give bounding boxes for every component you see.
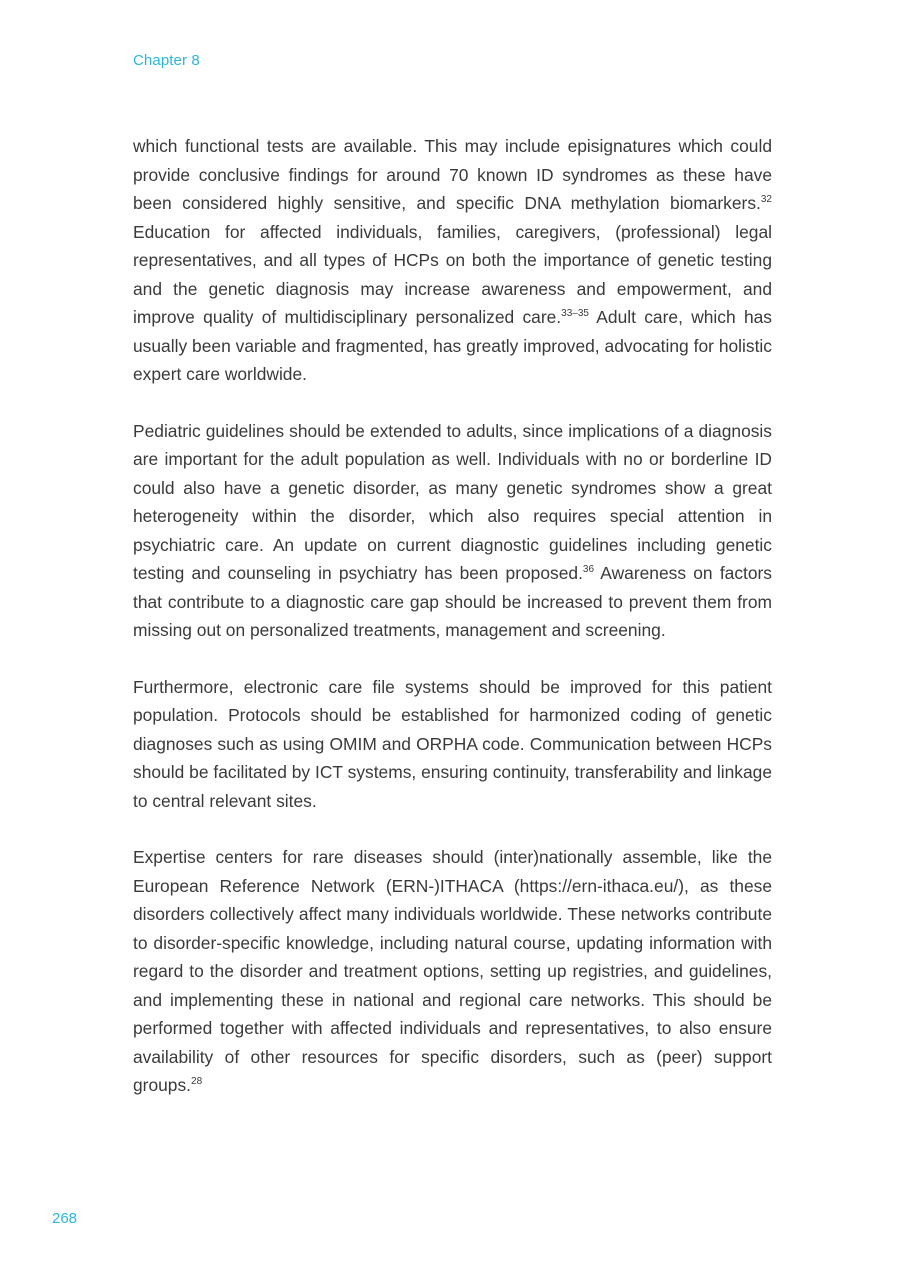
citation-ref: 33–35: [561, 308, 589, 319]
paragraph-text: Furthermore, electronic care file systems should be improved for this patient population. Protocols should be established for harmonized coding of genetic diagnoses such as using OMIM and ORPHA code. Communication between HCPs should be facilitated by ICT systems, ensuring continuity, transferability and linkage to central relevant sites.: [133, 676, 772, 811]
chapter-header: Chapter 8: [133, 52, 200, 69]
paragraph-text: Awareness on factors that contribute to a diagnostic care gap should be increased to prevent them from missing out on personalized treatments, management and screening.: [133, 563, 773, 640]
citation-ref: 36: [582, 564, 595, 575]
body-text: [133, 132, 772, 1128]
paragraph-electronic-care-files: [133, 673, 772, 816]
paragraph-episignatures: [133, 132, 772, 389]
paragraph-text: Pediatric guidelines should be extended to adults, since implications of a diagnosis are important for the adult population as well. Individuals with no or borderline ID could also have a genetic disorder, as many genetic syndromes show a great heterogeneity within the disorder, which also requires special attention in psychiatric care. An update on current diagnostic guidelines including genetic testing and counseling in psychiatry has been proposed.: [133, 420, 772, 583]
paragraph-text: Education for affected individuals, families, caregivers, (professional) legal representatives, and all types of HCPs on both the importance of genetic testing and the genetic diagnosis may increase awareness and empowerment, and improve quality of multidisciplinary personalized care.: [133, 221, 772, 327]
page-number: 268: [52, 1210, 78, 1227]
paragraph-text: Adult care, which has usually been variable and fragmented, has greatly improved, advocating for holistic expert care worldwide.: [133, 307, 772, 384]
citation-ref: 32: [760, 194, 772, 205]
citation-ref: 28: [191, 1076, 203, 1087]
paragraph-text: Expertise centers for rare diseases should (inter)nationally assemble, like the European Reference Network (ERN-)ITHACA (https://ern-ithaca.eu/), as these disorders collectively affect many individuals worldwide. These networks contribute to disorder-specific knowledge, including natural course, updating information with regard to the disorder and treatment options, setting up registries, and guidelines, and implementing these in national and regional care networks. This should be performed together with affected individuals and representatives, to also ensure availability of other resources for specific disorders, such as (peer) support groups.: [133, 847, 772, 1095]
paragraph-pediatric-guidelines: [133, 417, 772, 645]
paragraph-expertise-centers: [133, 843, 772, 1100]
paragraph-text: which functional tests are available. This may include episignatures which could provide conclusive findings for around 70 known ID syndromes as these have been considered highly sensitive, and specific DNA methylation biomarkers.: [133, 136, 772, 213]
